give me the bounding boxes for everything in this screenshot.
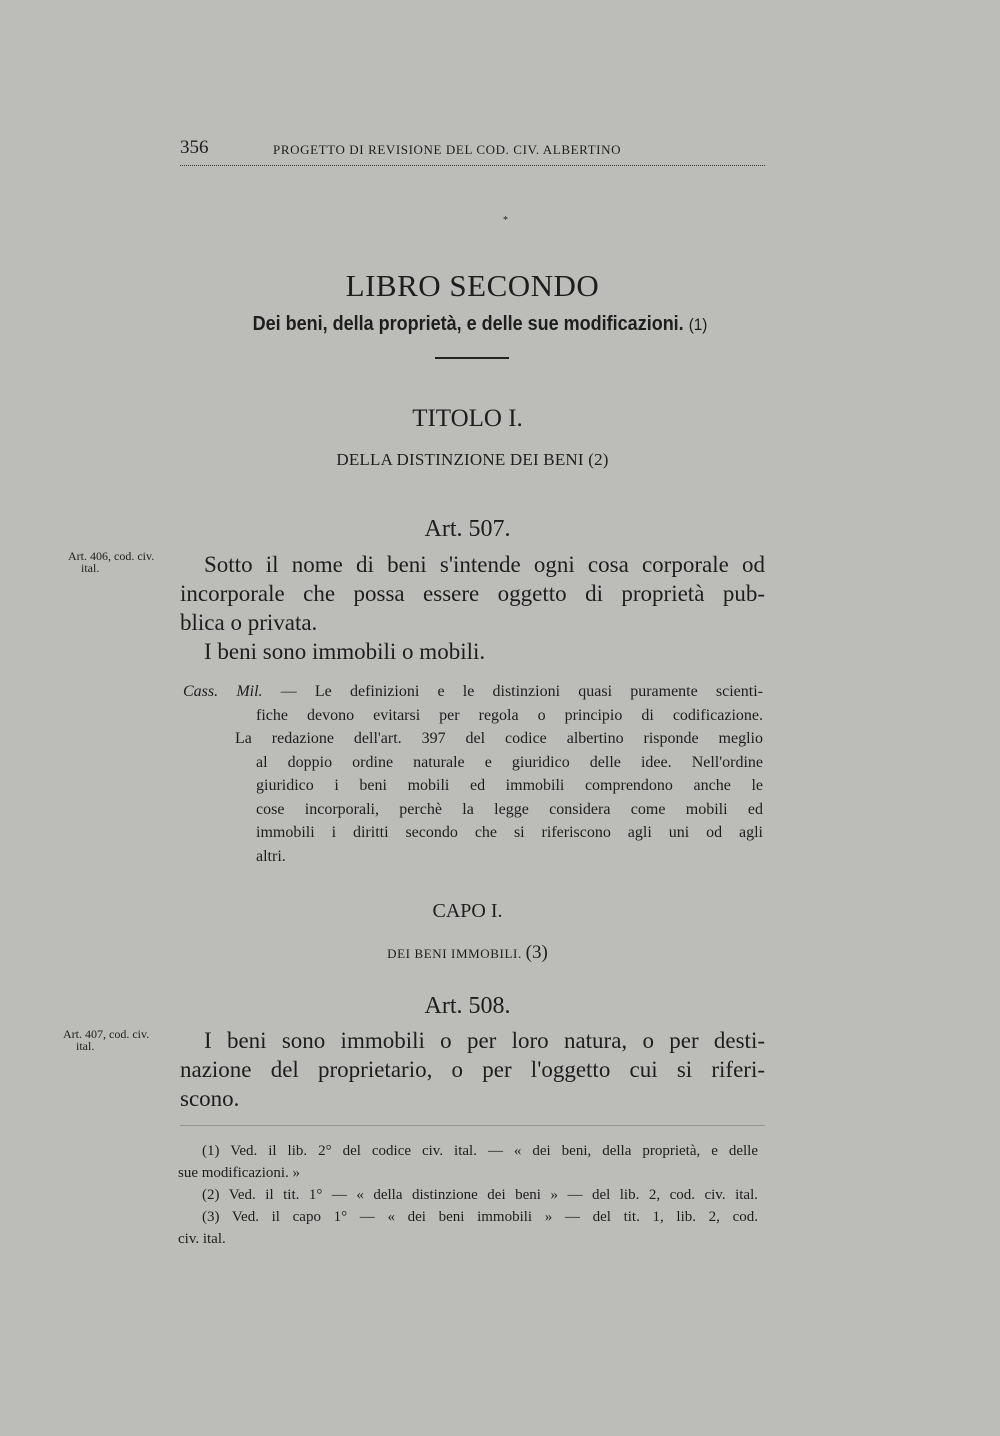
page-number: 356: [180, 137, 209, 158]
footnote-line: (1) Ved. il lib. 2° del codice civ. ital. — « dei beni, della proprietà, e delle: [202, 1143, 758, 1159]
margin-ref-line: ital.: [76, 1039, 95, 1053]
article-507-text: [180, 550, 765, 666]
footnote-ref-1: (1): [688, 315, 708, 334]
text-line: cose incorporali, perchè la legge considera come mobili ed: [256, 800, 763, 818]
title-rule: [435, 357, 509, 359]
footnote-ref-3: (3): [525, 942, 548, 963]
capo-subheading: [0, 942, 935, 964]
footnote-line: (2) Ved. il tit. 1° — « della distinzione dei beni » — del lib. 2, cod. civ. ital.: [202, 1187, 758, 1203]
text-line: blica o privata.: [180, 610, 318, 635]
footnotes: [178, 1140, 758, 1250]
footnote-line: sue modificazioni. »: [178, 1165, 301, 1181]
book-subtitle-text: Dei beni, della proprietà, e delle sue modificazioni.: [252, 313, 684, 335]
text-line: incorporale che possa essere oggetto di proprietà pub-: [180, 581, 765, 606]
footnote-rule: [180, 1125, 765, 1126]
book-title: LIBRO SECONDO: [345, 268, 600, 303]
text-line: La redazione dell'art. 397 del codice albertino risponde meglio: [235, 730, 763, 747]
text-line: scono.: [180, 1086, 240, 1111]
titolo-subheading-text: DELLA DISTINZIONE DEI BENI: [336, 450, 584, 469]
footnote-line: (3) Ved. il capo 1° — « dei beni immobili » — del tit. 1, lib. 2, cod.: [202, 1209, 758, 1225]
text-line: I beni sono immobili o mobili.: [204, 639, 486, 664]
text-line: nazione del proprietario, o per l'oggetto cui si riferi-: [180, 1057, 765, 1082]
ornament-star: *: [503, 215, 508, 226]
commentary-first-line: [183, 680, 763, 704]
commentary-source: Cass. Mil.: [183, 683, 263, 700]
running-head: PROGETTO DI REVISIONE DEL COD. CIV. ALBERTINO: [273, 142, 622, 157]
margin-ref-line: ital.: [81, 561, 100, 575]
titolo-subheading: [0, 450, 945, 470]
margin-ref-line: Art. 407, cod. civ.: [63, 1027, 150, 1041]
text-line: giuridico i beni mobili ed immobili comprendono anche le: [256, 777, 763, 794]
article-508-heading: Art. 508.: [424, 993, 511, 1019]
page-header: [180, 137, 765, 167]
book-subtitle: [48, 313, 912, 336]
text-line: immobili i diritti secondo che si riferiscono agli uni od agli: [256, 824, 763, 841]
footnote-line: civ. ital.: [178, 1231, 226, 1247]
text-line: al doppio ordine naturale e giuridico delle idee. Nell'ordine: [256, 753, 763, 771]
article-508-margin-ref: [63, 1028, 149, 1052]
article-507-margin-ref: [68, 550, 154, 574]
capo-heading: CAPO I.: [432, 900, 503, 922]
text-line: — Le definizioni e le distinzioni quasi puramente scienti-: [280, 683, 763, 700]
commentary-block: [183, 680, 763, 868]
article-507-heading: Art. 507.: [424, 516, 511, 542]
article-508-text: [180, 1026, 765, 1113]
titolo-heading: TITOLO I.: [412, 405, 523, 432]
text-line: I beni sono immobili o per loro natura, o per desti-: [204, 1028, 765, 1053]
capo-subheading-text: DEI BENI IMMOBILI.: [387, 946, 522, 961]
text-line: altri.: [256, 847, 286, 865]
text-line: fiche devono evitarsi per regola o principio di codificazione.: [256, 706, 763, 724]
header-rule: [180, 165, 765, 166]
margin-ref-line: Art. 406, cod. civ.: [68, 549, 155, 563]
footnote-ref-2: (2): [588, 450, 609, 469]
text-line: Sotto il nome di beni s'intende ogni cosa corporale od: [204, 552, 765, 577]
